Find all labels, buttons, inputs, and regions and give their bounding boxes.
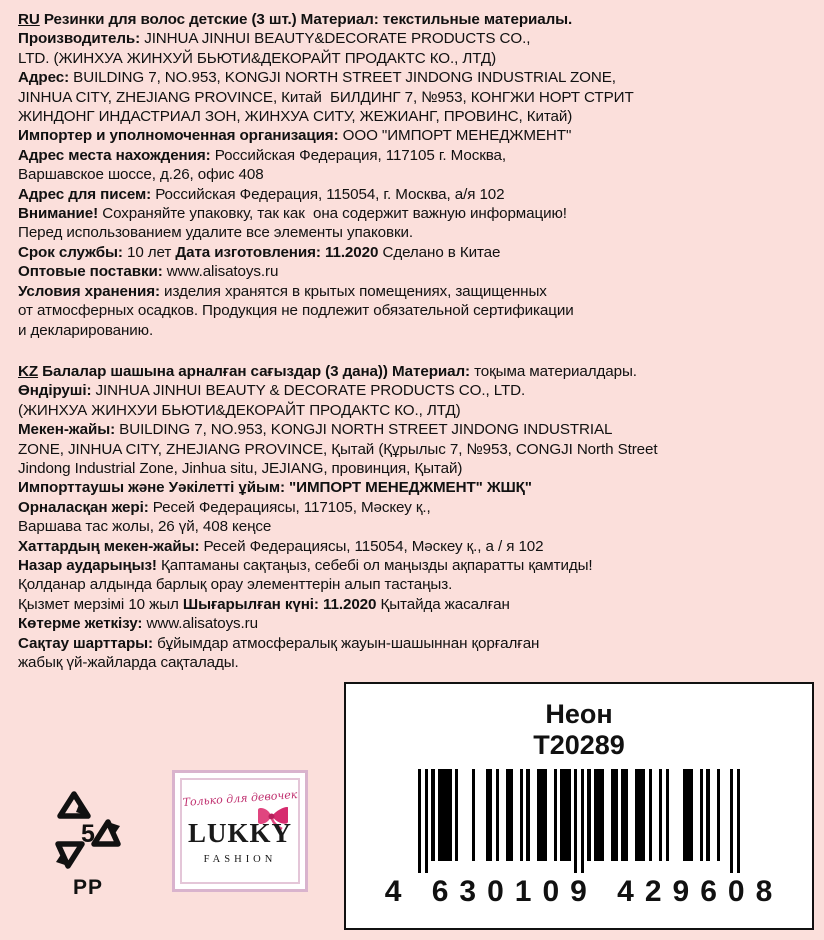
kz-storage-label: Сақтау шарттары:: [18, 634, 153, 652]
ru-storage-line: [18, 282, 810, 301]
kz-wholesale-value: www.alisatoys.ru: [142, 615, 258, 633]
kz-mail-address-value: Ресей Федерациясы, 115054, Мәскеу қ., а / я 102: [199, 537, 544, 555]
kz-title: Балалар шашына арналған сағыздар (3 дана)): [42, 362, 388, 380]
recycling-mark: [36, 782, 140, 912]
barcode-digits: 4 630109 429608: [384, 875, 784, 908]
kz-manufacturer-value-2: (ЖИНХУА ЖИНХУИ БЬЮТИ&ДЕКОРАЙТ ПРОДАКТС КО., ЛТД): [18, 401, 461, 419]
kz-lang-tag: KZ: [18, 362, 39, 380]
barcode-bars: [360, 769, 798, 873]
kz-address-line-3: [18, 459, 810, 478]
ru-storage-line-2: [18, 301, 810, 320]
recycle-code: PP: [72, 876, 103, 899]
ru-title: Резинки для волос детские (3 шт.) Материал: текстильные материалы.: [43, 11, 573, 28]
ru-mail-address-value: Российская Федерация, 115054, г. Москва, а/я 102: [151, 185, 505, 203]
ru-storage-value: изделия хранятся в крытых помещениях, защищенных: [159, 282, 547, 300]
ru-storage-label: Условия хранения:: [18, 282, 160, 300]
ru-made-in: Сделано в Китае: [378, 243, 501, 261]
ru-wholesale-label: Оптовые поставки:: [18, 263, 163, 281]
ru-location-label: Адрес места нахождения:: [18, 146, 211, 164]
ru-address-value-2: JINHUA CITY, ZHEJIANG PROVINCE, Китай БИЛДИНГ 7, №953, КОНГЖИ НОРТ СТРИТ: [18, 88, 634, 106]
ru-attention-value: Сохраняйте упаковку, так как она содержит важную информацию!: [98, 205, 567, 223]
kz-manufacturer-line-2: [18, 401, 810, 420]
ru-service-life-value: 10 лет: [122, 243, 176, 261]
ru-location-value: Российская Федерация, 117105 г. Москва,: [210, 146, 507, 164]
kz-wholesale-label: Көтерме жеткізу:: [18, 615, 143, 633]
ru-address-value-3: ЖИНДОНГ ИНДАСТРИАЛ ЗОН, ЖИНХУА СИТУ, ЖЕЖИАНГ, ПРОВИНС, Китай): [18, 108, 573, 126]
kz-storage-line-2: [18, 653, 810, 672]
kz-storage-value-2: жабық үй-жайларда сақталады.: [18, 654, 239, 671]
kz-address-label: Мекен-жайы:: [18, 421, 116, 439]
kz-attention-label: Назар аударыңыз!: [18, 556, 157, 574]
kz-address-value-3: Jindong Industrial Zone, Jinhua situ, JEJIANG, провинция, Қытай): [18, 459, 463, 477]
kz-address-value-2: ZONE, JINHUA CITY, ZHEJIANG PROVINCE, Қытай (Құрылыс 7, №953, CONGJI North Street: [18, 440, 658, 458]
kz-attention-line-2: [18, 575, 810, 594]
kz-mail-address-line: [18, 537, 810, 556]
ru-address-line-3: [18, 107, 810, 126]
ru-attention-label: Внимание!: [18, 205, 99, 223]
kz-manufacturer-value: JINHUA JINHUI BEAUTY & DECORATE PRODUCTS CO., LTD.: [91, 382, 526, 400]
ru-attention-line: [18, 204, 810, 223]
kz-service-life-value: 10 жыл: [124, 595, 183, 613]
ru-storage-value-3: и декларированию.: [18, 321, 154, 339]
kz-importer-line: [18, 478, 810, 497]
ru-importer-line: [18, 126, 810, 145]
brand-name: LUKKY: [187, 818, 292, 848]
ru-title-line: [18, 10, 810, 29]
ru-service-life-line: [18, 243, 810, 262]
kz-material-value: тоқыма материалдары.: [469, 362, 637, 380]
kz-wholesale-line: [18, 614, 810, 633]
kz-title-line: [18, 362, 810, 381]
ru-mail-address-line: [18, 185, 810, 204]
ru-location-line: [18, 146, 810, 165]
barcode-panel: [344, 682, 814, 930]
kz-location-line: [18, 498, 810, 517]
product-variant-name: Неон: [545, 699, 613, 729]
kz-service-life-line: [18, 595, 810, 614]
ru-location-value-2: Варшавское шоссе, д.26, офис 408: [18, 166, 264, 184]
ru-importer-value: ООО "ИМПОРТ МЕНЕДЖМЕНТ": [338, 127, 572, 145]
kz-address-line-2: [18, 440, 810, 459]
recycle-icon: [40, 782, 136, 874]
kz-attention-line: [18, 556, 810, 575]
ru-production-date-label: Дата изготовления:: [175, 243, 321, 261]
kz-importer-value: "ИМПОРТ МЕНЕДЖМЕНТ" ЖШҚ": [284, 479, 532, 497]
kz-storage-value: бұйымдар атмосфералық жауын-шашыннан қорғалған: [152, 634, 540, 652]
ru-storage-value-2: от атмосферных осадков. Продукция не подлежит обязательной сертификации: [18, 302, 574, 320]
kz-storage-line: [18, 634, 810, 653]
ru-lang-tag: RU: [18, 11, 40, 28]
ru-attention-line-2: [18, 223, 810, 242]
recycle-number: 5: [81, 820, 95, 848]
ru-location-line-2: [18, 165, 810, 184]
ru-manufacturer-line-2: [18, 49, 810, 68]
kz-address-value: BUILDING 7, NO.953, KONGJI NORTH STREET JINDONG INDUSTRIAL: [115, 421, 613, 439]
brand-logo: [172, 770, 308, 892]
kz-address-line: [18, 420, 810, 439]
ru-section: [18, 10, 810, 340]
kz-section: [18, 362, 810, 673]
kz-made-in: Қытайда жасалған: [376, 595, 510, 613]
ru-service-life-label: Срок службы:: [18, 243, 123, 261]
ru-wholesale-line: [18, 262, 810, 281]
brand-subtitle: FASHION: [203, 854, 277, 865]
brand-logo-frame: [180, 778, 300, 884]
ru-address-line: [18, 68, 810, 87]
bottom-graphics-area: [0, 672, 824, 940]
kz-attention-value-2: Қолданар алдында барлық орау элементтерін алып тастаңыз.: [18, 576, 453, 594]
ru-wholesale-value: www.alisatoys.ru: [162, 263, 279, 281]
ru-manufacturer-value: JINHUA JINHUI BEAUTY&DECORATE PRODUCTS CO.,: [140, 30, 531, 48]
kz-manufacturer-line: [18, 381, 810, 400]
kz-service-life-label: Қызмет мерзімі: [18, 595, 125, 613]
ru-address-line-2: [18, 88, 810, 107]
ru-importer-label: Импортер и уполномоченная организация:: [18, 127, 339, 145]
section-divider: [18, 340, 810, 362]
kz-production-date-value: 11.2020: [318, 595, 377, 613]
kz-importer-label: Импорттаушы және Уәкілетті ұйым:: [18, 479, 285, 497]
ru-storage-line-3: [18, 321, 810, 340]
kz-production-date-label: Шығарылған күні:: [182, 595, 319, 613]
kz-manufacturer-label: Өндіруші:: [18, 382, 92, 400]
kz-material-label: Материал:: [391, 362, 470, 380]
kz-location-line-2: [18, 517, 810, 536]
ru-manufacturer-value-2: LTD. (ЖИНХУА ЖИНХУЙ БЬЮТИ&ДЕКОРАЙТ ПРОДАКТС КО., ЛТД): [18, 49, 497, 67]
kz-location-label: Орналасқан жері:: [18, 498, 149, 516]
kz-attention-value: Қаптаманы сақтаңыз, себебі ол маңызды ақпаратты қамтиды!: [156, 556, 593, 574]
ru-production-date-value: 11.2020: [320, 243, 379, 261]
kz-mail-address-label: Хаттардың мекен-жайы:: [18, 537, 200, 555]
ru-address-label: Адрес:: [18, 69, 70, 87]
ru-attention-value-2: Перед использованием удалите все элементы упаковки.: [18, 224, 414, 242]
ru-manufacturer-line: [18, 29, 810, 48]
ru-address-value: BUILDING 7, NO.953, KONGJI NORTH STREET JINDONG INDUSTRIAL ZONE,: [69, 69, 616, 87]
kz-location-value: Ресей Федерациясы, 117105, Мәскеу қ.,: [148, 498, 431, 516]
ru-mail-address-label: Адрес для писем:: [18, 185, 152, 203]
brand-tagline: Только для девочек: [182, 788, 298, 809]
product-article-code: T20289: [533, 730, 625, 760]
kz-location-value-2: Варшава тас жолы, 26 үй, 408 кеңсе: [18, 518, 272, 536]
ru-manufacturer-label: Производитель:: [18, 30, 141, 48]
